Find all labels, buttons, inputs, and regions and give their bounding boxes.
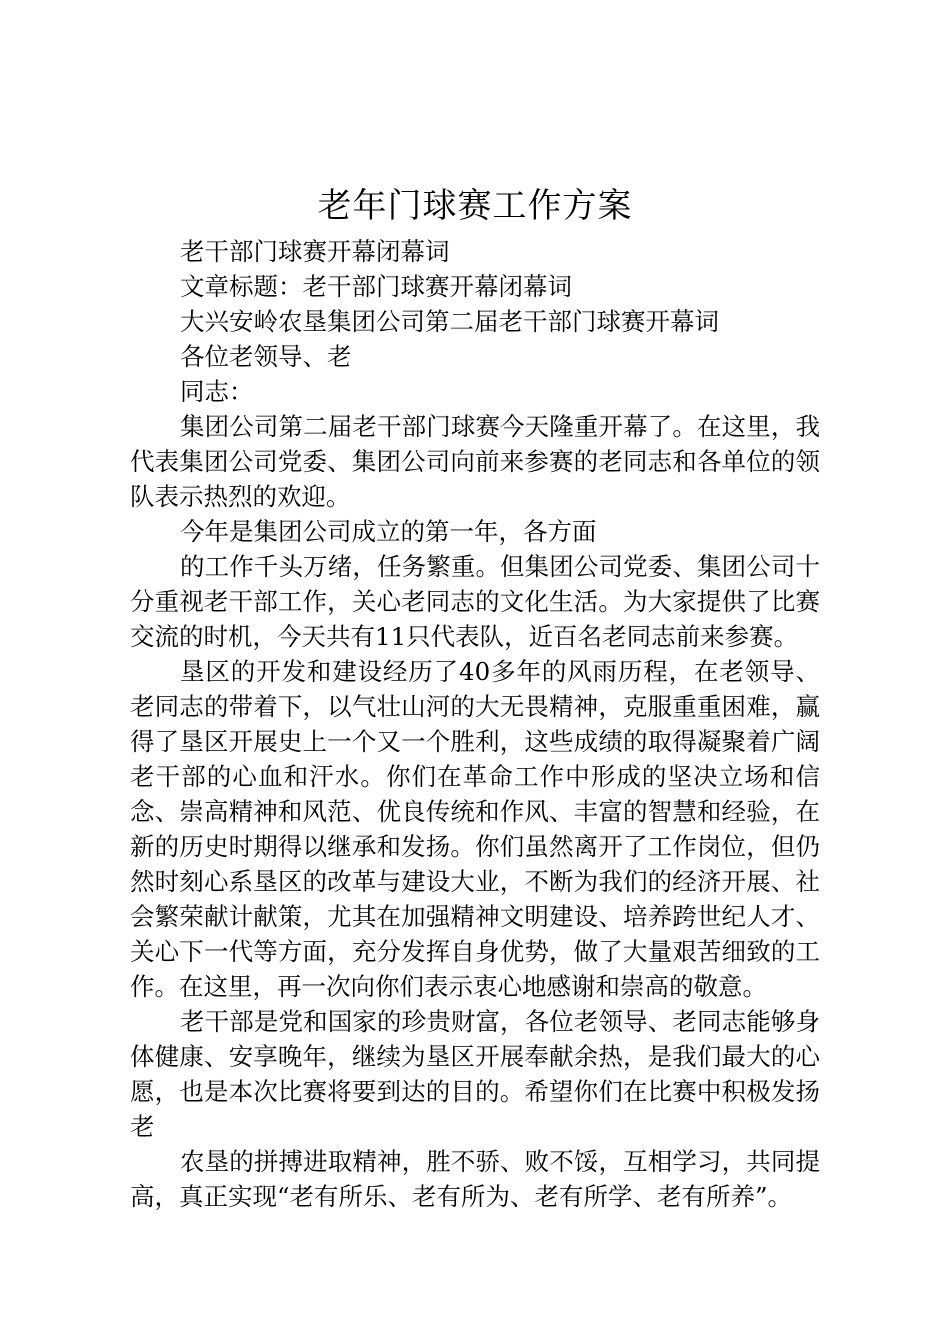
paragraph-year-intro: 今年是集团公司成立的第一年，各方面 [180,517,597,546]
paragraph-history: 垦区的开发和建设经历了40多年的风雨历程，在老领导、老同志的带着下，以气壮山河的大无畏精神，克服重重困难，赢得了垦区开展史上一个又一个胜利，这些成绩的取得凝聚着广阔老干部的心血和汗水。你们在革命工作中形成的坚决立场和信念、崇高精神和风范、优良传统和作风、丰富的智慧和经验，在新的历史时期得以继承和发扬。你们虽然离开了工作岗位，但仍然时刻心系垦区的改革与建设大业，不断为我们的经济开展、社会繁荣献计献策，尤其在加强精神文明建设、培养跨世纪人才、关心下一代等方面，充分发挥自身优势，做了大量艰苦细致的工作。在这里，再一次向你们表示衷心地感谢和崇高的敬意。 [130,657,820,1001]
paragraph-welcome: 集团公司第二届老干部门球赛今天隆重开幕了。在这里，我代表集团公司党委、集团公司向前来参赛的老同志和各单位的领队表示热烈的欢迎。 [130,412,820,511]
paragraph-salutation-2: 同志： [180,377,254,406]
paragraph-heading: 老干部门球赛开幕闭幕词 [180,237,450,266]
document-title: 老年门球赛工作方案 [317,186,633,226]
paragraph-article-title: 文章标题：老干部门球赛开幕闭幕词 [180,272,572,301]
paragraph-salutation-1: 各位老领导、老 [180,342,352,371]
document-body [130,234,820,1214]
paragraph-wishes: 老干部是党和国家的珍贵财富，各位老领导、老同志能够身体健康、安享晚年，继续为垦区开展奉献余热，是我们最大的心愿，也是本次比赛将要到达的目的。希望你们在比赛中积极发扬老 [130,1007,820,1141]
paragraph-speech-title: 大兴安岭农垦集团公司第二届老干部门球赛开幕词 [180,307,719,336]
paragraph-closing: 农垦的拼搏进取精神，胜不骄、败不馁，互相学习，共同提高，真正实现“老有所乐、老有所为、老有所学、老有所养”。 [130,1147,820,1211]
paragraph-work: 的工作千头万绪，任务繁重。但集团公司党委、集团公司十分重视老干部工作，关心老同志的文化生活。为大家提供了比赛交流的时机，今天共有11只代表队，近百名老同志前来参赛。 [130,552,820,651]
